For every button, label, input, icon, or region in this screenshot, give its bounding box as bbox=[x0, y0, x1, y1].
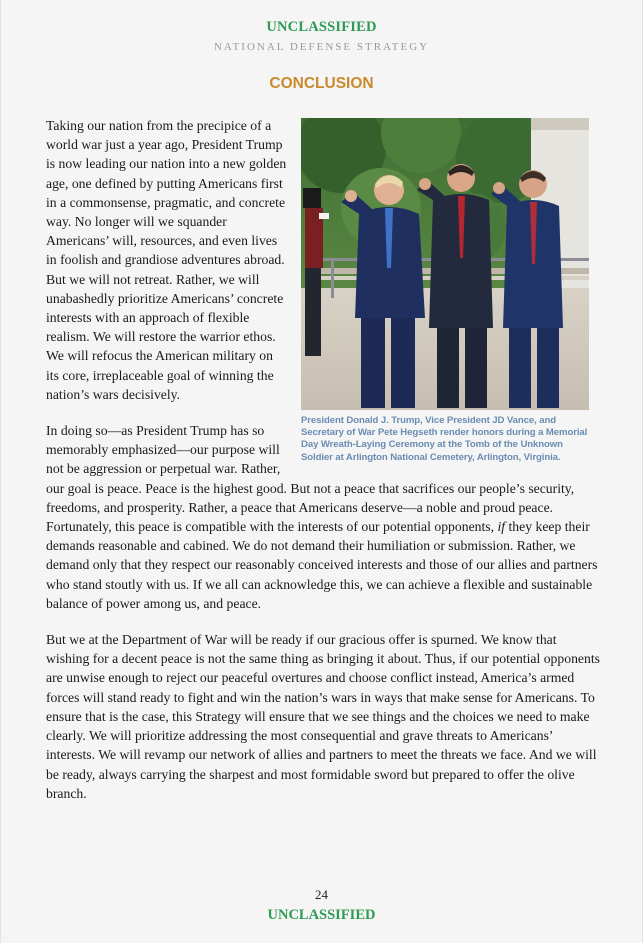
document-title: NATIONAL DEFENSE STRATEGY bbox=[213, 41, 430, 53]
paragraph-1: Taking our nation from the precipice of a world war just a year ago, President Trump is now leading our nation into a new golden age, one defined by putting Americans first in a commonsense, pragmatic, and concrete way. No longer will we squander Americans’ will, resources, and even lives in foolish and grandiose adventures abroad. But we will not retreat. Rather, we will unabashedly prioritize Americans’ concrete interests with an approach of flexible realism. We will restore the warrior ethos. We will refocus the American military on its core, irreplaceable goal of winning the nation’s wars decisively. bbox=[46, 118, 287, 402]
page-number: 24 bbox=[315, 887, 328, 902]
classification-banner-top: UNCLASSIFIED bbox=[266, 19, 377, 35]
paragraph-2-part-1: In doing so—as President Trump has so memorably emphasized—our purpose will not be aggression or perpetual war. Rather, our goal is peace. Peace is the highest good. But not a peace that sacrifices our people’s security, freedoms, and prosperity. Rather, a peace that Americans deserve—a noble and proud peace. Fortunately, this peace is compatible with the interests of our potential opponents, bbox=[46, 423, 575, 535]
photo-figure bbox=[301, 118, 589, 464]
classification-banner-bottom: UNCLASSIFIED bbox=[267, 907, 376, 923]
section-heading: CONCLUSION bbox=[269, 75, 374, 92]
ceremony-photo bbox=[301, 118, 589, 410]
paragraph-3: But we at the Department of War will be ready if our gracious offer is spurned. We know that wishing for a decent peace is not the same thing as bringing it about. Thus, if our potential opponents are unwise enough to reject our peaceful overtures and choose conflict instead, America’s armed forces will stand ready to fight and win the nation’s wars in ways that make sense for Americans. To ensure that is the case, this Strategy will ensure that we see things and the choices we need to make clearly. We will prioritize addressing the most consequential and grave threats to Americans’ interests. We will revamp our network of allies and partners to meet the threats we face. And we will be ready, always carrying the sharpest and most formidable sword but prepared to offer the olive branch. bbox=[46, 632, 600, 801]
paragraph-2-part-2: they keep their demands reasonable and cabined. We do not demand their humiliation or submission. Rather, we demand only that they respect our reasonably conceived interests and those of our allies and partners who stand stoutly with us. If we all can acknowledge this, we can achieve a flexible and sustainable balance of power among us, and peace. bbox=[46, 519, 598, 611]
photo-caption: President Donald J. Trump, Vice President JD Vance, and Secretary of War Pete Hegseth render honors during a Memorial Day Wreath-Laying Ceremony at the Tomb of the Unknown Soldier at Arlington National Cemetery, Arlington, Virginia. bbox=[301, 415, 588, 463]
body-text bbox=[46, 116, 601, 803]
paragraph-2-italic: if bbox=[497, 519, 506, 535]
